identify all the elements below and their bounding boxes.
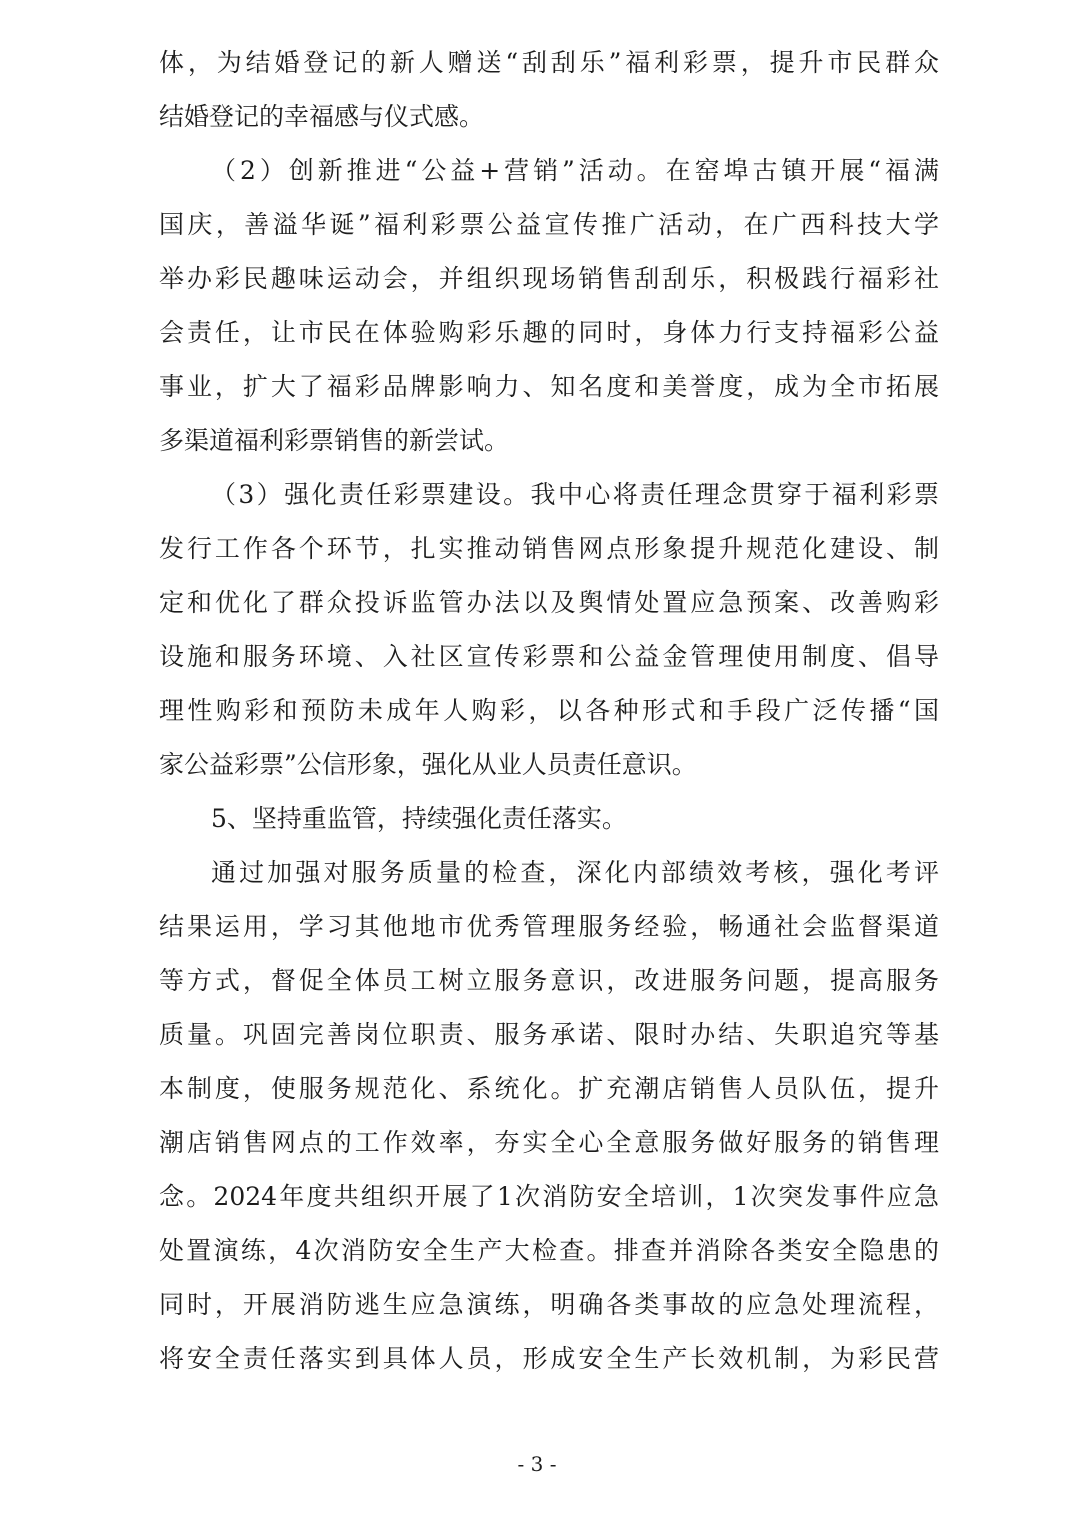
- text-line: 多渠道福利彩票销售的新尝试。: [159, 426, 510, 455]
- text-line: 结果运用，学习其他地市优秀管理服务经验，畅通社会监督渠道: [159, 912, 939, 941]
- page-number: - 3 -: [517, 1452, 557, 1476]
- text-line: 理性购彩和预防未成年人购彩，以各种形式和手段广泛传播“国: [159, 696, 939, 725]
- paragraph: [159, 144, 939, 468]
- text-line: （3）强化责任彩票建设。我中心将责任理念贯穿于福利彩票: [211, 480, 939, 509]
- text-line: 等方式，督促全体员工树立服务意识，改进服务问题，提高服务: [159, 966, 939, 995]
- paragraph: [159, 792, 939, 846]
- text-line: 处置演练，4次消防安全生产大检查。排查并消除各类安全隐患的: [159, 1236, 939, 1265]
- text-line: 质量。巩固完善岗位职责、服务承诺、限时办结、失职追究等基: [159, 1020, 939, 1049]
- text-line: 定和优化了群众投诉监管办法以及舆情处置应急预案、改善购彩: [159, 588, 939, 617]
- text-line: 家公益彩票”公信形象，强化从业人员责任意识。: [159, 750, 697, 779]
- text-line: 本制度，使服务规范化、系统化。扩充潮店销售人员队伍，提升: [159, 1074, 939, 1103]
- text-line: 国庆，善溢华诞”福利彩票公益宣传推广活动，在广西科技大学: [159, 210, 939, 239]
- text-line: 同时，开展消防逃生应急演练，明确各类事故的应急处理流程，: [159, 1290, 939, 1319]
- text-line: 发行工作各个环节，扎实推动销售网点形象提升规范化建设、制: [159, 534, 939, 563]
- paragraph: [159, 468, 939, 792]
- paragraph: [159, 36, 939, 144]
- paragraph: [159, 846, 939, 1386]
- document-body: [159, 36, 939, 1386]
- text-line: 结婚登记的幸福感与仪式感。: [159, 102, 485, 131]
- text-line: 设施和服务环境、入社区宣传彩票和公益金管理使用制度、倡导: [159, 642, 939, 671]
- text-line: 通过加强对服务质量的检查，深化内部绩效考核，强化考评: [211, 858, 939, 887]
- text-line: （2）创新推进“公益+营销”活动。在窑埠古镇开展“福满: [211, 156, 939, 185]
- text-line: 5、坚持重监管，持续强化责任落实。: [211, 804, 627, 833]
- text-line: 念。2024年度共组织开展了1次消防安全培训，1次突发事件应急: [159, 1182, 939, 1211]
- text-line: 体，为结婚登记的新人赠送“刮刮乐”福利彩票，提升市民群众: [159, 48, 939, 77]
- text-line: 将安全责任落实到具体人员，形成安全生产长效机制，为彩民营: [159, 1344, 939, 1373]
- text-line: 潮店销售网点的工作效率，夯实全心全意服务做好服务的销售理: [159, 1128, 939, 1157]
- text-line: 事业，扩大了福彩品牌影响力、知名度和美誉度，成为全市拓展: [159, 372, 939, 401]
- text-line: 会责任，让市民在体验购彩乐趣的同时，身体力行支持福彩公益: [159, 318, 939, 347]
- text-line: 举办彩民趣味运动会，并组织现场销售刮刮乐，积极践行福彩社: [159, 264, 939, 293]
